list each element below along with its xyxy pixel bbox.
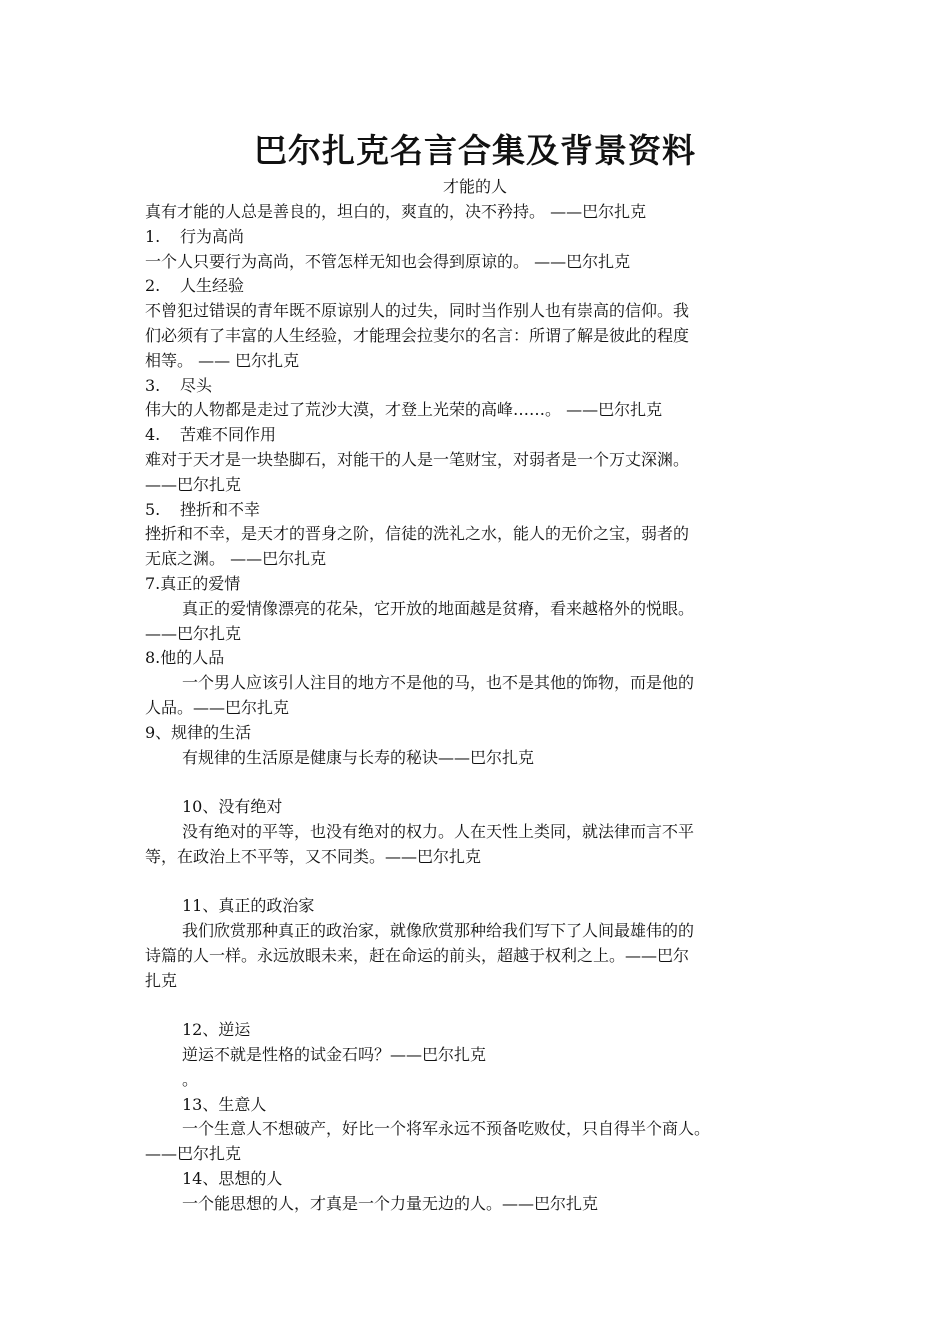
heading-3-number: 3.	[145, 375, 161, 395]
quote-3: 伟大的人物都是走过了荒沙大漠，才登上光荣的高峰……。 ——巴尔扎克	[145, 400, 663, 420]
heading-2-text: 人生经验	[180, 276, 245, 296]
heading-5-number: 5.	[145, 499, 161, 519]
spacer	[145, 870, 813, 895]
heading-13: 13、生意人	[182, 1094, 267, 1114]
quote-8-line-2: 人品。——巴尔扎克	[145, 697, 290, 717]
spacer	[145, 770, 813, 795]
quote-14: 一个能思想的人，才真是一个力量无边的人。——巴尔扎克	[182, 1193, 599, 1213]
heading-14: 14、思想的人	[182, 1169, 283, 1189]
heading-7: 7.真正的爱情	[145, 573, 241, 593]
heading-5-text: 挫折和不幸	[180, 499, 261, 519]
quote-2-line-2: 们必须有了丰富的人生经验，才能理会拉斐尔的名言：所谓了解是彼此的程度	[145, 325, 690, 345]
quote-12: 逆运不就是性格的试金石吗？——巴尔扎克	[182, 1045, 487, 1065]
quote-11-line-1: 我们欣赏那种真正的政治家，就像欣赏那种给我们写下了人间最雄伟的的	[182, 921, 695, 941]
quote-7-line-2: ——巴尔扎克	[145, 623, 242, 643]
heading-1	[145, 225, 813, 250]
quote-9: 有规律的生活原是健康与长寿的秘诀——巴尔扎克	[182, 747, 535, 767]
quote-2-line-3: 相等。 —— 巴尔扎克	[145, 350, 300, 370]
quote-10-line-2: 等，在政治上不平等，又不同类。——巴尔扎克	[145, 846, 482, 866]
quote-7-line-1: 真正的爱情像漂亮的花朵，它开放的地面越是贫瘠，看来越格外的悦眼。	[182, 598, 695, 618]
document-body	[145, 200, 813, 1217]
quote-5-line-1: 挫折和不幸，是天才的晋身之阶，信徒的洗礼之水，能人的无价之宝，弱者的	[145, 524, 690, 544]
quote-4-line-1: 难对于天才是一块垫脚石，对能干的人是一笔财宝，对弱者是一个万丈深渊。	[145, 449, 690, 469]
heading-10: 10、没有绝对	[182, 797, 283, 817]
heading-2-number: 2.	[145, 276, 161, 296]
quote-13-line-2: ——巴尔扎克	[145, 1144, 242, 1164]
heading-3-text: 尽头	[180, 375, 213, 395]
quote-4-line-2: ——巴尔扎克	[145, 474, 242, 494]
quote-2-line-1: 不曾犯过错误的青年既不原谅别人的过失，同时当作别人也有崇高的信仰。我	[145, 301, 690, 321]
quote-10-line-1: 没有绝对的平等，也没有绝对的权力。人在天性上类同，就法律而言不平	[182, 821, 695, 841]
quote-11-line-3: 扎克	[145, 970, 178, 990]
intro-quote: 真有才能的人总是善良的，坦白的，爽直的，决不矜持。 ——巴尔扎克	[145, 202, 647, 221]
quote-11-line-2: 诗篇的人一样。永远放眼未来，赶在命运的前头，超越于权利之上。——巴尔	[145, 945, 690, 965]
heading-8: 8.他的人品	[145, 648, 225, 668]
heading-12: 12、逆运	[182, 1020, 251, 1040]
document-title: 巴尔扎克名言合集及背景资料	[254, 131, 696, 170]
heading-4	[145, 423, 813, 448]
spacer	[145, 994, 813, 1019]
quote-12-trailing-mark: 。	[182, 1069, 199, 1089]
heading-9: 9、规律的生活	[145, 722, 252, 742]
quote-1: 一个人只要行为高尚，不管怎样无知也会得到原谅的。 ——巴尔扎克	[145, 251, 631, 271]
quote-8-line-1: 一个男人应该引人注目的地方不是他的马，也不是其他的饰物，而是他的	[182, 673, 695, 693]
quote-5-line-2: 无底之渊。 ——巴尔扎克	[145, 549, 327, 569]
heading-2	[145, 274, 813, 299]
quote-13-line-1: 一个生意人不想破产，好比一个将军永远不预备吃败仗，只自得半个商人。	[182, 1119, 711, 1139]
heading-3	[145, 374, 813, 399]
heading-5	[145, 498, 813, 523]
heading-1-number: 1.	[145, 226, 161, 246]
heading-11: 11、真正的政治家	[182, 896, 315, 916]
heading-1-text: 行为高尚	[180, 226, 245, 246]
heading-4-number: 4.	[145, 425, 161, 445]
heading-4-text: 苦难不同作用	[180, 425, 277, 445]
document-subtitle: 才能的人	[442, 177, 507, 196]
